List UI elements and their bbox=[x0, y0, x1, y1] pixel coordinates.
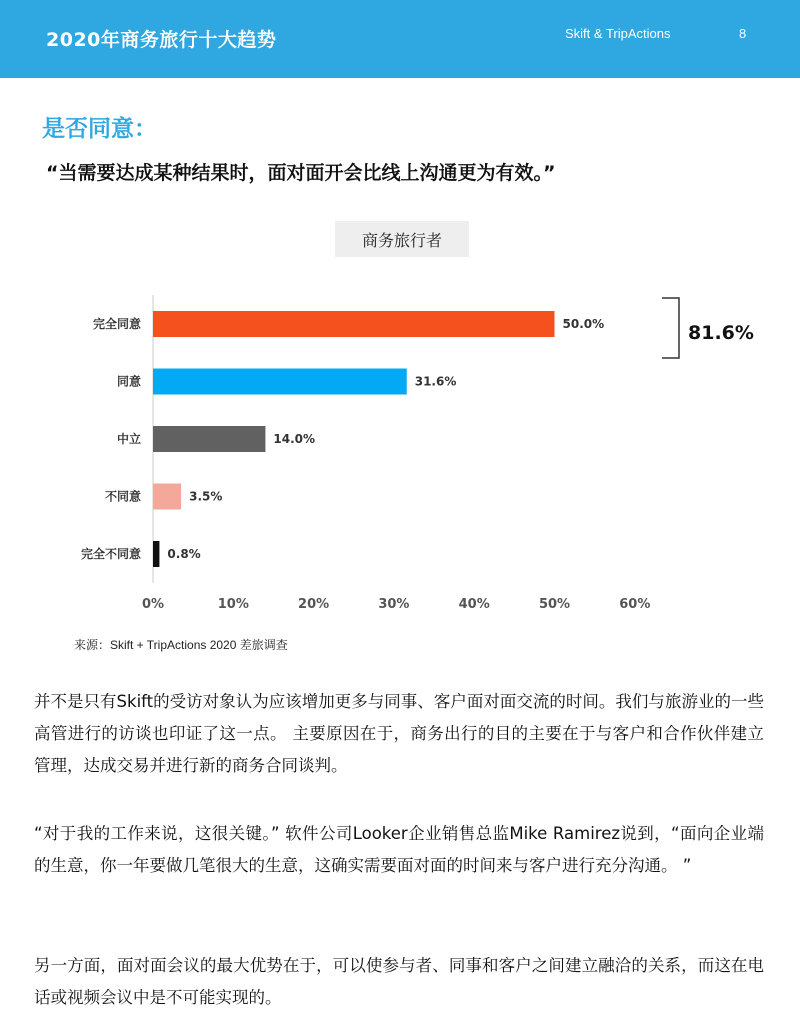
agree-total-label: 81.6% bbox=[688, 322, 754, 344]
value-label-2: 31.6% bbox=[414, 374, 457, 389]
bar-5 bbox=[153, 541, 159, 567]
x-tick-6: 60% bbox=[619, 597, 651, 612]
page-number: 8 bbox=[739, 26, 747, 41]
survey-question: “当需要达成某种结果时，面对面开会比线上沟通更为有效。” bbox=[46, 162, 556, 184]
value-label-3: 14.0% bbox=[273, 432, 316, 446]
x-tick-0: 0% bbox=[141, 597, 165, 612]
chart-title: 商务旅行者 bbox=[335, 221, 469, 257]
category-label-4: 不同意 bbox=[104, 489, 141, 504]
x-tick-2: 20% bbox=[298, 597, 330, 612]
report-source: Skift & TripActions bbox=[565, 26, 671, 41]
value-label-4: 3.5% bbox=[189, 489, 223, 504]
agree-total-bracket bbox=[662, 298, 679, 358]
category-label-2: 同意 bbox=[116, 374, 141, 389]
body-paragraph-3: 另一方面，面对面会议的最大优势在于，可以使参与者、同事和客户之间建立融洽的关系，而这在电话或视频会议中是不可能实现的。 bbox=[34, 956, 764, 1007]
source-note: 来源：Skift + TripActions 2020 差旅调查 bbox=[74, 638, 288, 652]
x-tick-5: 50% bbox=[538, 597, 571, 612]
report-title: 2020年商务旅行十大趋势 bbox=[46, 29, 277, 51]
x-tick-4: 40% bbox=[458, 597, 490, 612]
bar-3 bbox=[153, 426, 265, 452]
x-tick-3: 30% bbox=[378, 597, 410, 612]
value-label-5: 0.8% bbox=[167, 547, 201, 561]
body-paragraph-2: “对于我的工作来说，这很关键。” 软件公司Looker企业销售总监Mike Ramirez说到，“面向企业端的生意，你一年要做几笔很大的生意，这确实需要面对面的时间来与客户进行充分沟通。 ” bbox=[34, 824, 764, 875]
category-label-1: 完全同意 bbox=[92, 317, 141, 331]
category-label-3: 中立 bbox=[116, 432, 141, 446]
section-heading: 是否同意： bbox=[42, 116, 157, 142]
value-label-1: 50.0% bbox=[562, 317, 605, 331]
bar-2 bbox=[153, 369, 407, 395]
bar-4 bbox=[153, 484, 181, 510]
bar-1 bbox=[153, 311, 555, 337]
body-paragraph-1: 并不是只有Skift的受访对象认为应该增加更多与同事、客户面对面交流的时间。我们与旅游业的一些高管进行的访谈也印证了这一点。 主要原因在于，商务出行的目的主要在于与客户和合作伙伴建立管理，达成交易并进行新的商务合同谈判。 bbox=[34, 692, 764, 775]
x-tick-1: 10% bbox=[217, 597, 249, 612]
category-label-5: 完全不同意 bbox=[80, 547, 141, 561]
